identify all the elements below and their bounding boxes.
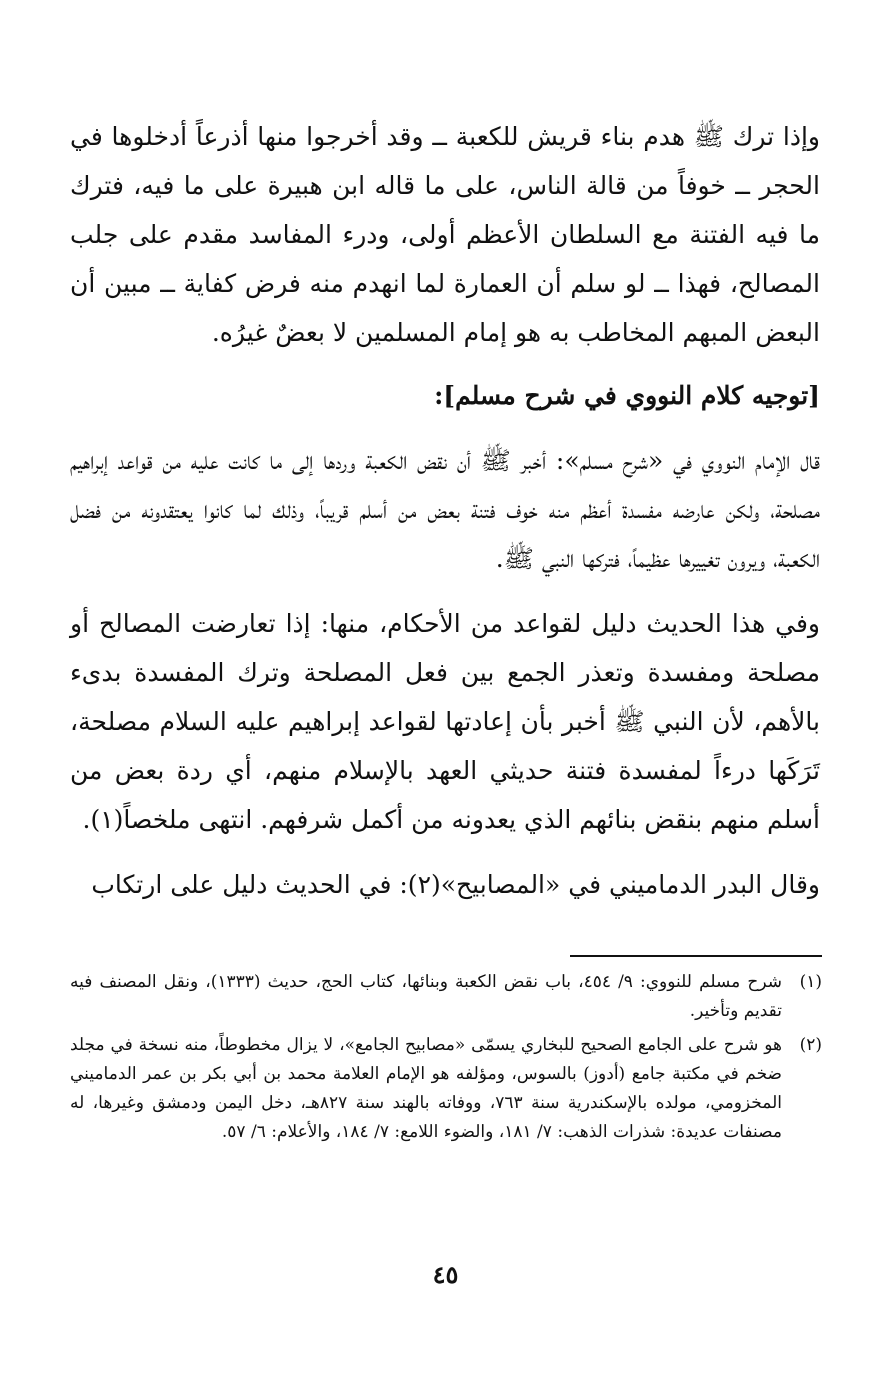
paragraph-4: وقال البدر الدماميني في «المصابيح»(٢): في الحديث دليل على ارتكاب — [91, 870, 820, 899]
footnote-2 — [70, 1031, 822, 1147]
section-heading: [توجيه كلام النووي في شرح مسلم]: — [434, 381, 820, 410]
paragraph-2: قال الإمام النووي في «شرح مسلم»: أخبر ﷺ أن نقض الكعبة وردها إلى ما كانت عليه من قواعد إبراهيم مصلحة، ولكن عارضه مفسدة أعظم منه خوف فتنة بعض من أسلم قريباً، وذلك لما كانوا يعتقدونه من فضل الكعبة، ويرون تغييرها عظيماً، فتركها النبي ﷺ. — [70, 446, 820, 573]
paragraph-1: وإذا ترك ﷺ هدم بناء قريش للكعبة ــ وقد أخرجوا منها أذرعاً أدخلوها في الحجر ــ خوفاً من قالة الناس، على ما قاله ابن هبيرة على ما فيه، فترك ما فيه الفتنة مع السلطان الأعظم أولى، ودرء المفاسد مقدم على جلب المصالح، فهذا ــ لو سلم أن العمارة لما انهدم منه فرض كفاية ــ مبين أن البعض المبهم المخاطب به هو إمام المسلمين لا بعضٌ غيرُه. — [70, 122, 820, 347]
footnote-number: (١) — [799, 972, 822, 992]
footnote-text: شرح مسلم للنووي: ٩/ ٤٥٤، باب نقض الكعبة وبنائها، كتاب الحج، حديث (١٣٣٣)، ونقل المصنف فيه تقديم وتأخير. — [70, 972, 782, 1021]
footnote-text: هو شرح على الجامع الصحيح للبخاري يسمّى «مصابيح الجامع»، لا يزال مخطوطاً، منه نسخة في مجلد ضخم في مكتبة جامع (أدوز) بالسوس، ومؤلفه هو الإمام العلامة محمد بن أبي بكر بن عمر الدماميني المخزومي، مولده بالإسكندرية سنة ٧٦٣، ووفاته بالهند سنة ٨٢٧هـ، دخل اليمن ودمشق وغيرها، له مصنفات عديدة: شذرات الذهب: ٧/ ١٨١، والضوء اللامع: ٧/ ١٨٤، والأعلام: ٦/ ٥٧. — [70, 1035, 782, 1142]
main-text — [70, 112, 820, 909]
paragraph-3: وفي هذا الحديث دليل لقواعد من الأحكام، منها: إذا تعارضت المصالح أو مصلحة ومفسدة وتعذر الجمع بين فعل المصلحة وترك المفسدة بدىء بالأهم، لأن النبي ﷺ أخبر بأن إعادتها لقواعد إبراهيم عليه السلام مصلحة، تَرَكَها درءاً لمفسدة فتنة حديثي العهد بالإسلام منهم، أي ردة بعض من أسلم منهم بنقض بنائهم الذي يعدونه من أكمل شرفهم. انتهى ملخصاً(١). — [70, 609, 821, 834]
footnote-separator — [570, 955, 822, 957]
footnote-number: (٢) — [799, 1035, 822, 1055]
page-number: ٤٥ — [432, 1260, 459, 1289]
footnotes — [70, 968, 822, 1152]
footnote-1 — [70, 968, 822, 1026]
